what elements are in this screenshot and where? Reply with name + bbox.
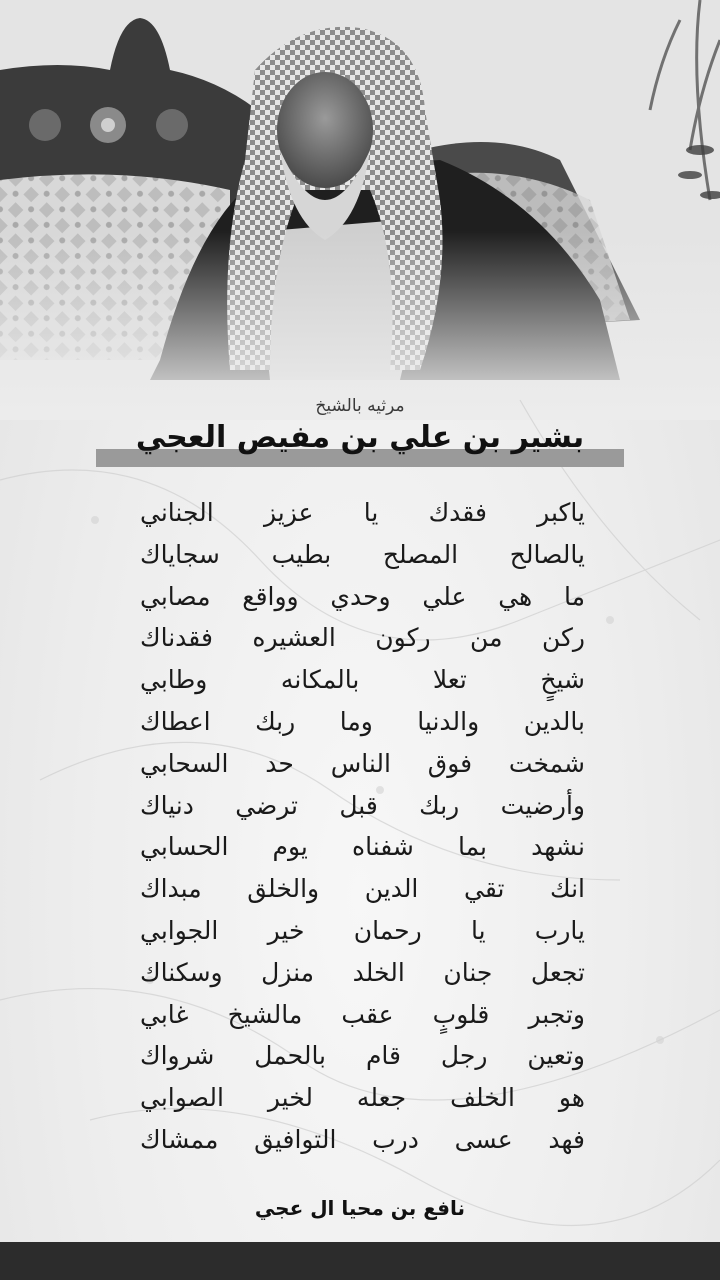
verse-line: نشهد بما شفناه يوم الحسابي bbox=[140, 832, 585, 862]
bottom-bar bbox=[0, 1242, 720, 1280]
verse-line: انك تقي الدين والخلق مبداك bbox=[140, 874, 585, 904]
verse-line: بالدين والدنيا وما ربك اعطاك bbox=[140, 706, 585, 736]
verse-line: وأرضيت ربك قبل ترضي دنياك bbox=[140, 790, 585, 820]
portrait-photo bbox=[0, 0, 720, 420]
verse-line: ركن من ركون العشيره فقدناك bbox=[140, 623, 585, 653]
verse-line: هو الخلف جعله لخير الصوابي bbox=[140, 1083, 585, 1113]
verse-line: يالصالح المصلح بطيب سجاياك bbox=[140, 539, 585, 569]
poem-body bbox=[140, 492, 585, 1161]
poem-title: بشير بن علي بن مفيص العجي bbox=[135, 420, 585, 455]
poem-subtitle: مرثيه بالشيخ bbox=[315, 396, 405, 416]
poet-signature: نافع بن محيا ال عجي bbox=[254, 1196, 466, 1220]
verse-line: شمخت فوق الناس حد السحابي bbox=[140, 748, 585, 778]
verse-line: وتعين رجل قام بالحمل شرواك bbox=[140, 1041, 585, 1071]
verse-line: وتجبر قلوبٍ عقب مالشيخ غابي bbox=[140, 999, 585, 1029]
verse-line: ياكبر فقدك يا عزيز الجناني bbox=[140, 498, 585, 527]
verse-line: ما هي علي وحدي وواقع مصابي bbox=[140, 581, 585, 611]
verse-line: يارب يا رحمان خير الجوابي bbox=[140, 915, 585, 945]
verse-line: فهد عسى درب التوافيق ممشاك bbox=[140, 1124, 585, 1154]
verse-line: تجعل جنان الخلد منزل وسكناك bbox=[140, 957, 585, 987]
verse-line: شيخٍ تعلا بالمكانه وطابي bbox=[140, 665, 585, 695]
